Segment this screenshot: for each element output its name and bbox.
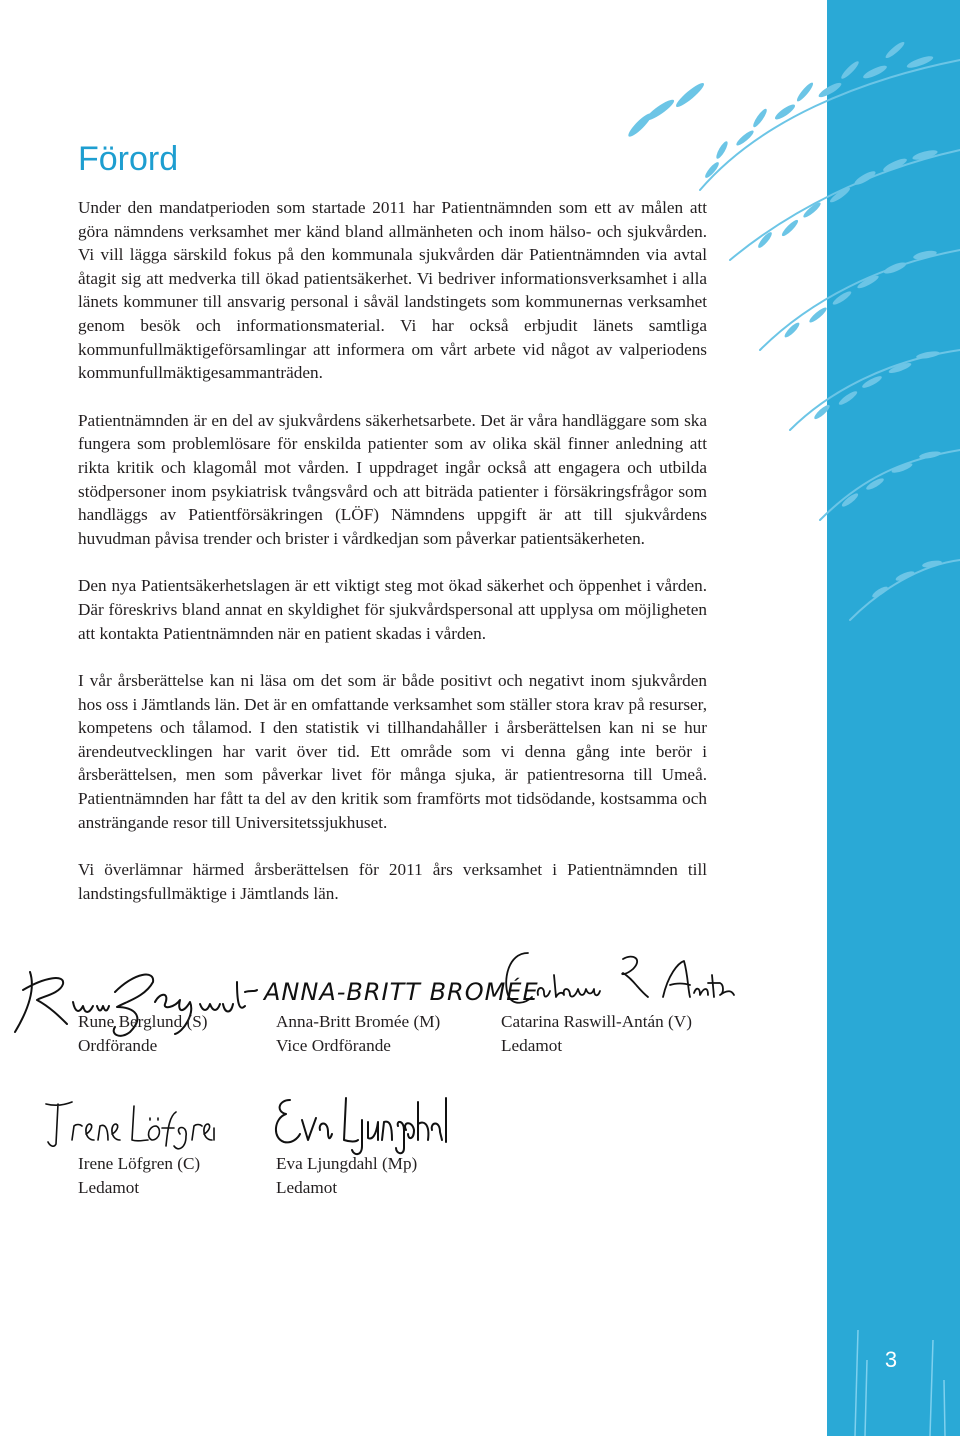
- signature-anna-britt-bromee: [262, 968, 539, 1008]
- signature-catarina-raswill-antan: [498, 945, 743, 1010]
- page-number: 3: [884, 1347, 898, 1372]
- signatory-catarina-raswill-antan: [501, 1010, 692, 1057]
- signatory-role: Ledamot: [78, 1177, 140, 1197]
- signatory-name: Anna-Britt Bromée (M): [276, 1012, 441, 1031]
- signatory-name: Eva Ljungdahl (Mp): [276, 1154, 418, 1173]
- signatory-irene-lofgren: [78, 1152, 200, 1199]
- signatory-eva-ljungdahl: [276, 1152, 417, 1199]
- signature-irene-lofgren: [42, 1096, 217, 1156]
- signatory-role: Ordförande: [78, 1035, 158, 1055]
- signatory-role: Vice Ordförande: [276, 1035, 391, 1055]
- svg-text:ANNA-BRITT BROMÉE: ANNA-BRITT BROMÉE: [264, 978, 539, 1006]
- signatory-name: Catarina Raswill-Antán (V): [501, 1012, 692, 1031]
- page-title: Förord: [78, 140, 179, 178]
- signatory-role: Ledamot: [276, 1177, 338, 1197]
- signatory-role: Ledamot: [501, 1035, 563, 1055]
- strip-grass-stems: [827, 1310, 960, 1436]
- signature-eva-ljungdahl: [270, 1090, 455, 1160]
- body-text: [78, 196, 707, 905]
- paragraph: Den nya Patientsäkerhetslagen är ett viktigt steg mot ökad säkerhet och öppenhet i vården. Där föreskrivs bland annat en skyldighet för sjukvårdspersonal att upplysa om möjligheten att kontakta Patientnämnden när en patient skadas i vården.: [78, 576, 707, 643]
- paragraph: Under den mandatperioden som startade 2011 har Patientnämnden som ett av målen att göra nämndens verksamhet mer känd bland allmänheten och inom hälso- och sjukvården. Vi vill lägga särskild fokus på den kommunala sjukvården där Patientnämnden via avtal åtagit sig att medverka till ökad patientsäkerhet. Vi bedriver informationsverksamhet i alla länets kommuner till ansvarig personal i såväl landstingets som kommunernas verksamhet genom besök och informationsmaterial. Vi har också erbjudit länets samtliga kommunfullmäktigeförsamlingar att informera om vårt arbete vid något av valperiodens kommunfullmäktigesammanträden.: [78, 198, 707, 383]
- signatory-name: Rune Berglund (S): [78, 1012, 208, 1031]
- paragraph: Patientnämnden är en del av sjukvårdens säkerhetsarbete. Det är våra handläggare som ska fungera som problemlösare för enskilda patienter som av olika skäl finner anledning att rikta kritik och klagomål mot vården. I uppdraget ingår också att engagera och utbilda stödpersoner inom psykiatrisk tvångsvård och att biträda patienter i försäkringsfrågor som handläggs av Patientförsäkringen (LÖF) Nämndens uppgift är att till sjukvårdens huvudman påvisa trender och brister i vårdkedjan som påverkar patientsäkerheten.: [78, 410, 707, 548]
- signatory-name: Irene Löfgren (C): [78, 1154, 201, 1173]
- signatory-anna-britt-bromee: [276, 1010, 440, 1057]
- signatory-rune-berglund: [78, 1010, 208, 1057]
- paragraph: Vi överlämnar härmed årsberättelsen för 2011 års verksamhet i Patientnämnden till landstingsfullmäktige i Jämtlands län.: [78, 860, 707, 903]
- paragraph: I vår årsberättelse kan ni läsa om det som är både positivt och negativt inom sjukvården hos oss i Jämtlands län. Det är en omfattande verksamhet som ställer stora krav på resurser, kompetens och tålamod. I den statistik vi tillhandahåller i årsberättelsen kan ni se hur ärendeutvecklingen har varit över tid. Ett område som vi denna gång inte berör i årsberättelsen, men som påverkar livet för många sjuka, är patientresorna till Umeå. Patientnämnden har fått ta del av den kritik som framförts mot tidsödande, kostsamma och ansträngande resor till Universitetssjukhuset.: [78, 671, 707, 832]
